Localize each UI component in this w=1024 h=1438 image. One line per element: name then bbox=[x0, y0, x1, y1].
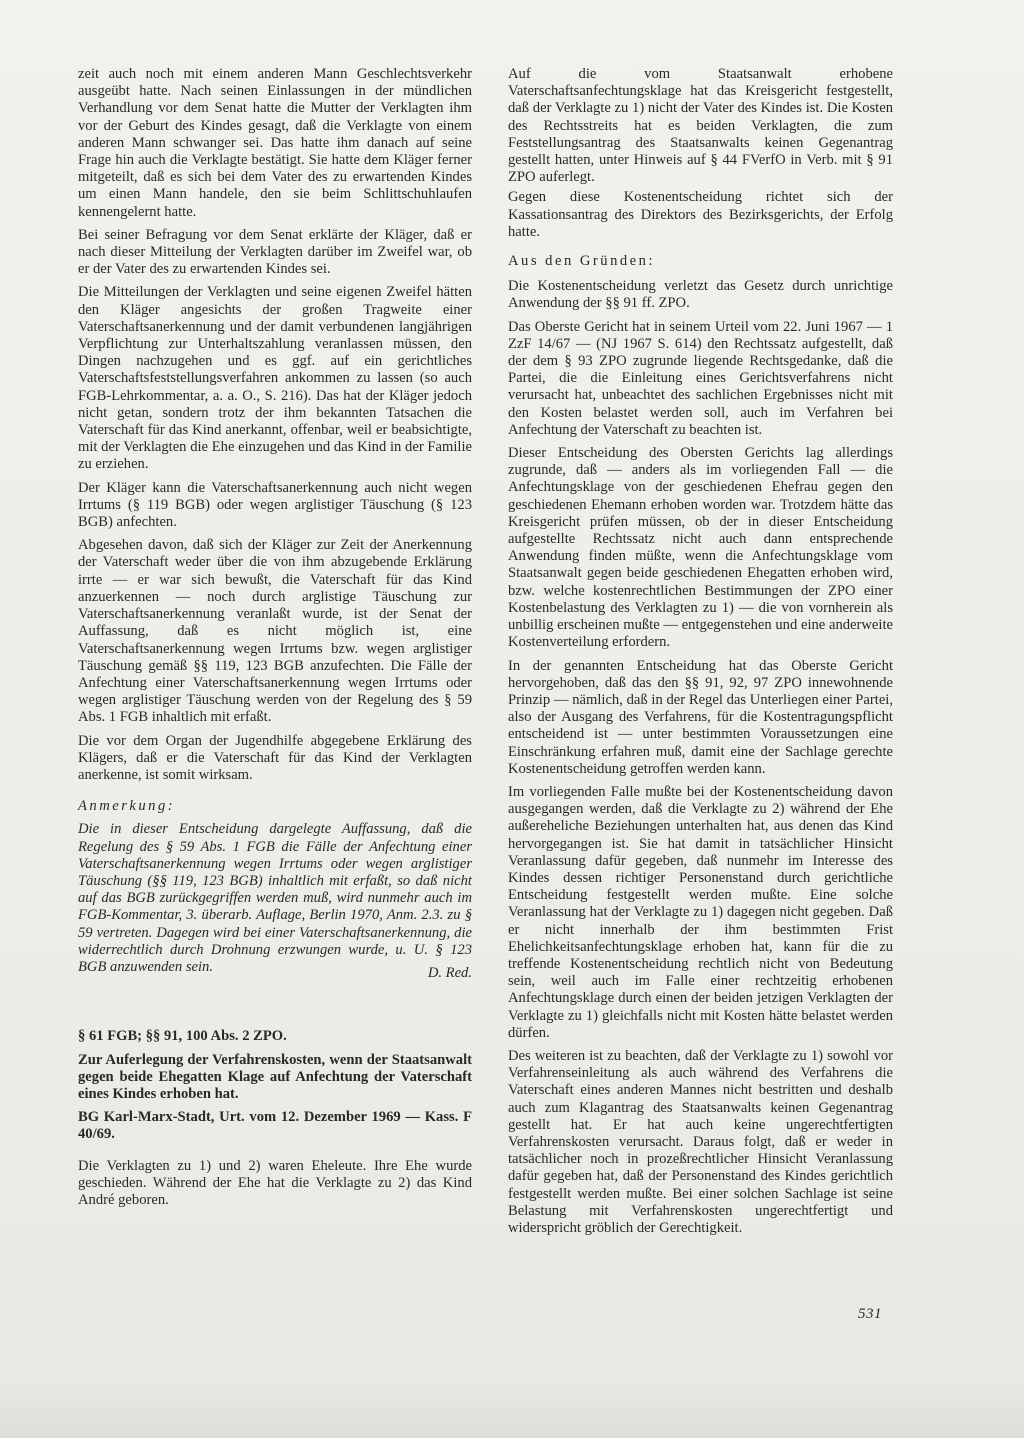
left-paragraph-2: Bei seiner Befragung vor dem Senat erklärte der Kläger, daß er nach dieser Mitteilung der Verklagten darüber im Zweifel war, ob er der Vater des zu erwartenden Kindes sei. bbox=[78, 226, 472, 278]
left-paragraph-6: Die vor dem Organ der Jugendhilfe abgegebene Erklärung des Klägers, daß er die Vaterschaft für das Kind der Verklagten anerkenne, ist somit wirksam. bbox=[78, 732, 472, 783]
right-paragraph-2: Gegen diese Kostenentscheidung richtet sich der Kassationsantrag des Direktors des Bezirksgerichts, der Erfolg hatte. bbox=[508, 189, 893, 240]
reasons-paragraph-2: Das Oberste Gericht hat in seinem Urteil vom 22. Juni 1967 — 1 ZzF 14/67 — (NJ 1967 S. 614) den Rechtssatz aufgestellt, daß der dem § 93 ZPO zugrunde liegende Rechtsgedanke, daß die Partei, die die Einleitung eines Gerichtsverfahrens nicht verursacht hat, unbeachtet des sachlichen Ergebnisses nicht mit den Kosten belastet werden soll, auch im Verfahren bei Anfechtung der Vaterschaft zu beachten ist. bbox=[508, 318, 893, 438]
left-paragraph-5: Abgesehen davon, daß sich der Kläger zur Zeit der Anerkennung der Vaterschaft weder über die von ihm abzugebende Erklärung irrte — er war sich bewußt, die Vaterschaft für das Kind anzuerkennen — noch durch arglistige Täuschung zur Vaterschaftsanerkennung veranlaßt wurde, ist der Senat der Auffassung, daß es nicht möglich ist, eine Vaterschaftsanerkennung wegen Irrtums bzw. wegen arglistiger Täuschung gemäß §§ 119, 123 BGB anzufechten. Die Fälle der Anfechtung einer Vaterschaftsanerkennung wegen Irrtums oder wegen arglistiger Täuschung werden von der Regelung des § 59 Abs. 1 FGB inhaltlich mit erfaßt. bbox=[78, 537, 472, 726]
reasons-paragraph-5: Im vorliegenden Falle mußte bei der Kostenentscheidung davon ausgegangen werden, daß die Verklagte zu 2) während der Ehe außereheliche Beziehungen unterhalten hat, aus denen das Kind hervorgegangen ist. Sie hat damit in tatsächlicher Hinsicht Veranlassung dafür gegeben, daß nunmehr im Interesse des Kindes dessen richtiger Personenstand durch gerichtliche Entscheidung festgestellt werden mußte. Eine solche Veranlassung hat der Verklagte zu 1) dagegen nicht gegeben. Daß er nicht innerhalb der ihm bestimmten Frist Ehelichkeitsanfechtungsklage erhoben hat, kann für die zu treffende Kostenentscheidung rechtlich nicht von Bedeutung sein, weil auch im Falle einer rechtzeitig erhobenen Anfechtungsklage durch einen der beiden jetzigen Verklagten der Verklagte zu 1) gleichfalls nicht mit Kosten hätte belastet werden dürfen. bbox=[508, 783, 893, 1041]
left-paragraph-4: Der Kläger kann die Vaterschaftsanerkennung auch nicht wegen Irrtums (§ 119 BGB) oder wegen arglistiger Täuschung (§ 123 BGB) anfechten. bbox=[78, 479, 472, 531]
right-column bbox=[508, 66, 893, 1243]
annotation-text: Die in dieser Entscheidung dargelegte Auffassung, daß die Regelung des § 59 Abs. 1 FGB die Fälle der Anfechtung einer Vaterschaftsanerkennung wegen Irrtums oder wegen arglistiger Täuschung (§§ 119, 123 BGB) inhaltlich mit erfaßt, so daß nicht auf das BGB zurückgegriffen werden muß, wird nunmehr auch im FGB-Kommentar, 3. überarb. Auflage, Berlin 1970, Anm. 2.3. zu § 59 vertreten. Dagegen wird bei einer Vaterschaftsanerkennung, die widerrechtlich durch Drohnung erzwungen wurde, u. U. § 123 BGB anzuwenden sein. bbox=[78, 821, 472, 975]
reasons-paragraph-6: Des weiteren ist zu beachten, daß der Verklagte zu 1) sowohl vor Verfahrenseinleitung als auch während des Verfahrens die Vaterschaft eines anderen Mannes nicht bestritten und deshalb auch zum Klagantrag des Staatsanwalts keinen Gegenantrag gestellt hat. Er hat auch keine ungerechtfertigten Verfahrenskosten verursacht. Daraus folgt, daß er weder in tatsächlicher noch in prozeßrechtlicher Hinsicht Veranlassung dafür gegeben hat, daß der Personenstand des Kindes gerichtlich festgestellt werden mußte. Bei einer solchen Sachlage ist seine Belastung mit Verfahrenskosten ungerechtfertigt und widerspricht gröblich der Gerechtigkeit. bbox=[508, 1047, 893, 1236]
case-court: BG Karl-Marx-Stadt, Urt. vom 12. Dezember 1969 — Kass. F 40/69. bbox=[78, 1109, 472, 1143]
case-headnote: Zur Auferlegung der Verfahrenskosten, wenn der Staatsanwalt gegen beide Ehegatten Klage auf Anfechtung der Vaterschaft eines Kindes erhoben hat. bbox=[78, 1051, 472, 1102]
left-paragraph-3: Die Mitteilungen der Verklagten und seine eigenen Zweifel hätten den Kläger angesichts der großen Tragweite einer Vaterschaftsanerkennung und der damit verbundenen langjährigen Verpflichtung zur Unterhaltszahlung veranlassen müssen, den Dingen nachzugehen und es ggf. auf ein gerichtliches Vaterschaftsfeststellungsverfahren ankommen zu lassen (so auch FGB-Lehrkommentar, a. a. O., S. 216). Das hat der Kläger jedoch nicht getan, sondern trotz der ihm bekannten Tatsachen die Vaterschaft für das Kind anerkannt, offenbar, weil er beabsichtigte, mit der Verklagten die Ehe einzugehen und das Kind in der Familie zu erziehen. bbox=[78, 284, 472, 473]
case-header: § 61 FGB; §§ 91, 100 Abs. 2 ZPO. bbox=[78, 1028, 287, 1045]
paper-edge-shade bbox=[0, 1380, 1024, 1438]
case-intro: Die Verklagten zu 1) und 2) waren Eheleute. Ihre Ehe wurde geschieden. Während der Ehe hat die Verklagte zu 2) das Kind André geboren. bbox=[78, 1157, 472, 1208]
reasons-paragraph-4: In der genannten Entscheidung hat das Oberste Gericht hervorgehoben, daß das den §§ 91, 92, 97 ZPO innewohnende Prinzip — nämlich, daß in der Regel das Unterliegen einer Partei, also der Ausgang des Verfahrens, für die Kostentragungspflicht entscheidend ist — unter bestimmten Voraussetzungen eine Einschränkung erfahren muß, damit eine der Sachlage gerechte Kostenentscheidung getroffen werden kann. bbox=[508, 657, 893, 777]
annotation-heading: Anmerkung: bbox=[78, 798, 176, 815]
reasons-paragraph-3: Dieser Entscheidung des Obersten Gerichts lag allerdings zugrunde, daß — anders als im vorliegenden Fall — die Anfechtungsklage von der geschiedenen Ehefrau gegen den geschiedenen Ehemann erhoben worden war. Trotzdem hätte das Kreisgericht prüfen müssen, ob der in dieser Entscheidung aufgestellte Rechtssatz nicht auch dann entsprechende Anwendung finden müßte, wenn die Anfechtungsklage vom Staatsanwalt gegen beide geschiedenen Ehegatten erhoben wird, bzw. welche kostenrechtlichen Bestimmungen der ZPO einer Kostenbelastung des Verklagten zu 1) — die von vornherein als unbillig erscheinen mußte — entgegenstehen und eine anderweite Kostenverteilung erfordern. bbox=[508, 445, 893, 651]
page-number: 531 bbox=[858, 1306, 882, 1322]
reasons-paragraph-1: Die Kostenentscheidung verletzt das Gesetz durch unrichtige Anwendung der §§ 91 ff. ZPO. bbox=[508, 278, 893, 312]
left-column bbox=[78, 66, 472, 1215]
reasons-heading: Aus den Gründen: bbox=[508, 253, 656, 270]
annotation-signature: D. Red. bbox=[427, 965, 472, 982]
left-paragraph-1: zeit auch noch mit einem anderen Mann Geschlechtsverkehr ausgeübt hatte. Nach seinen Einlassungen in der mündlichen Verhandlung vor dem Senat hatte die Mutter der Verklagten ihm vor der Geburt des Kindes gesagt, daß die Verklagte von einem anderen Mann schwanger sei. Das hatte ihm danach auf seine Frage hin auch die Verklagte bestätigt. Sie hatte dem Kläger ferner mitgeteilt, daß es sich bei dem Vater des zu erwartenden Kindes um einen Mann handele, den sie beim Schlittschuhlaufen kennengelernt hatte. bbox=[78, 66, 472, 220]
right-paragraph-1: Auf die vom Staatsanwalt erhobene Vaterschaftsanfechtungsklage hat das Kreisgericht festgestellt, daß der Verklagte zu 1) nicht der Vater des Kindes ist. Die Kosten des Rechtsstreits hat es beiden Verklagten, die zum Feststellungsantrag des Staatsanwalts keinen Gegenantrag gestellt hatten, unter Hinweis auf § 44 FVerfO in Verb. mit § 91 ZPO auferlegt. bbox=[508, 66, 893, 186]
